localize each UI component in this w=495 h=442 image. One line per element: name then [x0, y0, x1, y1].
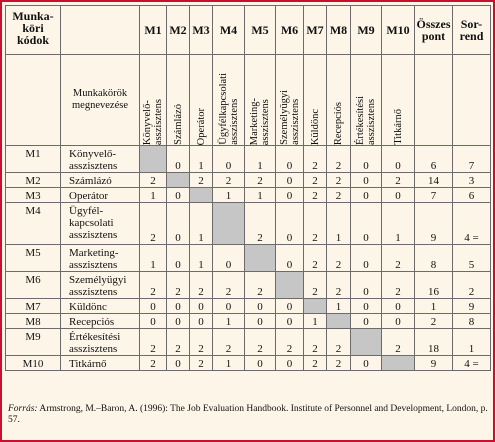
score-cell: 0 — [167, 146, 190, 173]
col-name-cell — [304, 55, 327, 146]
col-name: Titkárnő — [392, 109, 404, 145]
score-cell: 1 — [190, 146, 213, 173]
row-name: Küldönc — [61, 299, 140, 314]
row-code: M4 — [6, 203, 61, 245]
score-cell: 2 — [140, 272, 167, 299]
table-row — [6, 173, 491, 188]
score-cell: 0 — [351, 173, 382, 188]
diagonal-cell — [140, 146, 167, 173]
score-cell: 0 — [276, 356, 304, 371]
blank-header — [61, 6, 140, 55]
score-cell: 2 — [140, 329, 167, 356]
col-name-cell — [327, 55, 351, 146]
diagonal-cell — [351, 329, 382, 356]
score-cell: 2 — [327, 146, 351, 173]
total-cell: 2 — [415, 314, 453, 329]
score-cell: 0 — [351, 203, 382, 245]
desc-header: Munkakörök megnevezése — [61, 55, 140, 146]
score-cell: 2 — [213, 329, 245, 356]
score-cell: 0 — [276, 146, 304, 173]
score-cell: 0 — [276, 245, 304, 272]
score-cell: 0 — [167, 203, 190, 245]
total-cell: 8 — [415, 245, 453, 272]
score-cell: 2 — [304, 188, 327, 203]
col-name-cell — [213, 55, 245, 146]
score-cell: 2 — [327, 188, 351, 203]
blank-cell — [6, 55, 61, 146]
col-header: M10 — [382, 6, 415, 55]
table-row — [6, 188, 491, 203]
score-cell: 2 — [190, 356, 213, 371]
rank-cell: 6 — [453, 188, 491, 203]
score-cell: 2 — [327, 356, 351, 371]
total-cell: 6 — [415, 146, 453, 173]
score-cell: 2 — [213, 173, 245, 188]
score-cell: 0 — [190, 299, 213, 314]
score-cell: 0 — [382, 299, 415, 314]
score-cell: 0 — [167, 245, 190, 272]
score-cell: 1 — [327, 203, 351, 245]
source-text: Armstrong, M.–Baron, A. (1996): The Job Evaluation Handbook. Institute of Personnel and Development, London, p. 57. — [8, 404, 488, 425]
table-row — [6, 329, 491, 356]
row-code: M8 — [6, 314, 61, 329]
row-name: Személyügyi asszisztens — [61, 272, 140, 299]
col-name-cell — [351, 55, 382, 146]
row-code: M10 — [6, 356, 61, 371]
rank-cell: 2 — [453, 272, 491, 299]
code-header: Munka- köri kódok — [6, 6, 61, 55]
score-cell: 0 — [382, 146, 415, 173]
source-note — [8, 404, 488, 426]
score-cell: 2 — [304, 203, 327, 245]
col-name-cell — [140, 55, 167, 146]
table-row — [6, 314, 491, 329]
score-cell: 2 — [190, 173, 213, 188]
diagonal-cell — [304, 299, 327, 314]
col-header: M1 — [140, 6, 167, 55]
score-cell: 0 — [382, 188, 415, 203]
col-name: Számlázó — [172, 104, 184, 145]
score-cell: 1 — [304, 314, 327, 329]
col-name-cell — [276, 55, 304, 146]
score-cell: 0 — [276, 299, 304, 314]
total-cell: 9 — [415, 356, 453, 371]
table-row — [6, 245, 491, 272]
score-cell: 1 — [190, 203, 213, 245]
col-header: M8 — [327, 6, 351, 55]
score-cell: 2 — [304, 356, 327, 371]
score-cell: 0 — [213, 299, 245, 314]
table-row — [6, 356, 491, 371]
row-name: Titkárnő — [61, 356, 140, 371]
rank-cell: 9 — [453, 299, 491, 314]
score-cell: 2 — [304, 245, 327, 272]
total-cell: 14 — [415, 173, 453, 188]
rank-cell: 3 — [453, 173, 491, 188]
score-cell: 0 — [276, 203, 304, 245]
col-name: Személyügyi asszisztens — [278, 90, 301, 145]
score-cell: 2 — [190, 272, 213, 299]
col-name: Értékesítési asszisztens — [355, 96, 377, 145]
col-name: Operátor — [195, 107, 207, 145]
diagonal-cell — [213, 203, 245, 245]
row-code: M1 — [6, 146, 61, 173]
rank-header: Sor- rend — [453, 6, 491, 55]
score-cell: 0 — [276, 173, 304, 188]
row-code: M3 — [6, 188, 61, 203]
diagonal-cell — [327, 314, 351, 329]
score-cell: 2 — [245, 203, 276, 245]
job-ranking-table — [5, 5, 491, 371]
table-body — [6, 146, 491, 371]
score-cell: 0 — [140, 314, 167, 329]
score-cell: 0 — [140, 299, 167, 314]
score-cell: 0 — [167, 356, 190, 371]
score-cell: 1 — [213, 188, 245, 203]
table-row — [6, 203, 491, 245]
blank-cell — [453, 55, 491, 146]
source-label: Forrás: — [8, 404, 38, 414]
score-cell: 1 — [245, 146, 276, 173]
score-cell: 0 — [276, 314, 304, 329]
row-name: Számlázó — [61, 173, 140, 188]
rank-cell: 7 — [453, 146, 491, 173]
score-cell: 1 — [213, 356, 245, 371]
total-cell: 16 — [415, 272, 453, 299]
diagonal-cell — [382, 356, 415, 371]
row-code: M5 — [6, 245, 61, 272]
score-cell: 0 — [351, 245, 382, 272]
score-cell: 1 — [245, 188, 276, 203]
score-cell: 2 — [167, 272, 190, 299]
score-cell: 0 — [245, 356, 276, 371]
score-cell: 0 — [245, 314, 276, 329]
score-cell: 2 — [304, 329, 327, 356]
score-cell: 2 — [167, 329, 190, 356]
score-cell: 2 — [245, 173, 276, 188]
col-header: M7 — [304, 6, 327, 55]
col-name: Recepciós — [333, 101, 344, 145]
score-cell: 2 — [327, 329, 351, 356]
total-header: Összes pont — [415, 6, 453, 55]
score-cell: 2 — [276, 329, 304, 356]
score-cell: 2 — [213, 272, 245, 299]
table-row — [6, 299, 491, 314]
diagonal-cell — [190, 188, 213, 203]
score-cell: 2 — [382, 329, 415, 356]
row-name: Marketing- asszisztens — [61, 245, 140, 272]
col-header: M3 — [190, 6, 213, 55]
score-cell: 0 — [213, 146, 245, 173]
score-cell: 2 — [382, 173, 415, 188]
row-name: Ügyfél- kapcsolati asszisztens — [61, 203, 140, 245]
rank-cell: 4 = — [453, 203, 491, 245]
score-cell: 0 — [351, 356, 382, 371]
col-name-cell — [167, 55, 190, 146]
score-cell: 2 — [140, 203, 167, 245]
diagonal-cell — [245, 245, 276, 272]
score-cell: 0 — [351, 272, 382, 299]
score-cell: 1 — [140, 188, 167, 203]
total-cell: 7 — [415, 188, 453, 203]
rank-cell: 1 — [453, 329, 491, 356]
table-row — [6, 272, 491, 299]
score-cell: 2 — [304, 272, 327, 299]
col-header: M5 — [245, 6, 276, 55]
score-cell: 2 — [304, 173, 327, 188]
blank-cell — [415, 55, 453, 146]
subheader-row — [6, 55, 491, 146]
row-name: Recepciós — [61, 314, 140, 329]
rank-cell: 8 — [453, 314, 491, 329]
score-cell: 1 — [382, 203, 415, 245]
score-cell: 2 — [327, 173, 351, 188]
score-cell: 2 — [304, 146, 327, 173]
row-name: Operátor — [61, 188, 140, 203]
row-name: Könyvelő- asszisztens — [61, 146, 140, 173]
score-cell: 2 — [245, 329, 276, 356]
rank-cell: 4 = — [453, 356, 491, 371]
score-cell: 2 — [382, 272, 415, 299]
score-cell: 2 — [140, 356, 167, 371]
col-header: M2 — [167, 6, 190, 55]
score-cell: 0 — [190, 314, 213, 329]
score-cell: 2 — [327, 245, 351, 272]
col-name: Küldönc — [309, 108, 321, 145]
col-header: M6 — [276, 6, 304, 55]
row-code: M9 — [6, 329, 61, 356]
row-code: M6 — [6, 272, 61, 299]
score-cell: 0 — [245, 299, 276, 314]
diagonal-cell — [276, 272, 304, 299]
score-cell: 1 — [190, 245, 213, 272]
col-name-cell — [382, 55, 415, 146]
total-cell: 9 — [415, 203, 453, 245]
score-cell: 1 — [213, 314, 245, 329]
rank-cell: 5 — [453, 245, 491, 272]
score-cell: 0 — [351, 314, 382, 329]
score-cell: 0 — [167, 314, 190, 329]
col-name: Könyvelő- asszisztens — [142, 98, 164, 145]
score-cell: 0 — [351, 146, 382, 173]
total-cell: 18 — [415, 329, 453, 356]
score-cell: 2 — [190, 329, 213, 356]
score-cell: 1 — [327, 299, 351, 314]
table-frame — [2, 2, 493, 440]
col-name: Marketing- asszisztens — [249, 97, 271, 145]
total-cell: 1 — [415, 299, 453, 314]
diagonal-cell — [167, 173, 190, 188]
score-cell: 2 — [140, 173, 167, 188]
row-name: Értékesítési asszisztens — [61, 329, 140, 356]
col-name: Ügyfélkapcsolati asszisztens — [217, 73, 240, 145]
score-cell: 2 — [382, 245, 415, 272]
score-cell: 0 — [276, 188, 304, 203]
score-cell: 2 — [327, 272, 351, 299]
col-header: M9 — [351, 6, 382, 55]
score-cell: 0 — [351, 188, 382, 203]
col-name-cell — [245, 55, 276, 146]
score-cell: 0 — [167, 188, 190, 203]
score-cell: 0 — [351, 299, 382, 314]
col-name-cell — [190, 55, 213, 146]
score-cell: 0 — [167, 299, 190, 314]
col-header: M4 — [213, 6, 245, 55]
score-cell: 0 — [382, 314, 415, 329]
row-code: M7 — [6, 299, 61, 314]
score-cell: 1 — [140, 245, 167, 272]
row-code: M2 — [6, 173, 61, 188]
table-row — [6, 146, 491, 173]
header-row — [6, 6, 491, 55]
score-cell: 0 — [213, 245, 245, 272]
score-cell: 2 — [245, 272, 276, 299]
